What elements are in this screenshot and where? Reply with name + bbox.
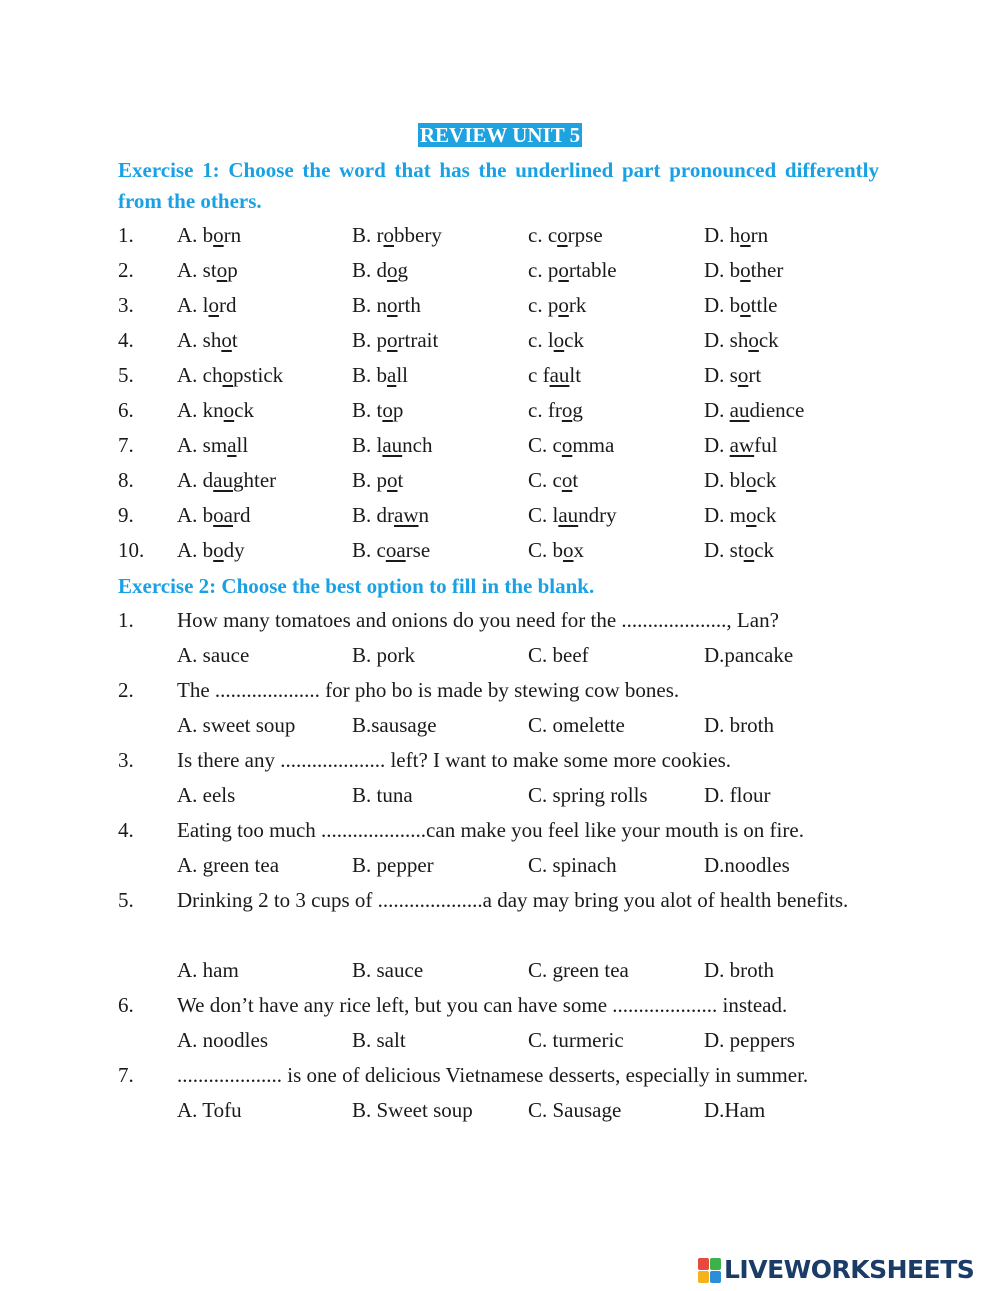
word-part: ck: [758, 328, 779, 352]
word-part: p: [227, 258, 238, 282]
word-part: D. s: [704, 363, 738, 387]
word-option: [528, 253, 617, 288]
word-part: rth: [397, 293, 421, 317]
answer-option: D. flour: [704, 783, 771, 807]
word-option: [352, 463, 403, 498]
word-part: pstick: [233, 363, 284, 387]
underlined-sound: a: [387, 363, 397, 387]
answer-option: C. green tea: [528, 958, 629, 982]
word-option: [177, 463, 276, 498]
underlined-sound: o: [743, 538, 755, 562]
word-part: A. ch: [177, 363, 223, 387]
word-option: [704, 253, 783, 288]
logo-text: LIVEWORKSHEETS: [724, 1255, 975, 1284]
question-number: 2.: [118, 678, 134, 702]
answer-options: [0, 638, 1000, 673]
pronunciation-item: [0, 393, 1000, 428]
answer-option: D.noodles: [704, 853, 790, 877]
underlined-sound: o: [561, 433, 573, 457]
word-part: D.: [704, 398, 730, 422]
underlined-sound: o: [222, 363, 233, 387]
word-option: [528, 393, 583, 428]
word-part: ndry: [578, 503, 617, 527]
word-part: c. c: [528, 223, 558, 247]
word-option: [528, 533, 584, 568]
word-part: A. b: [177, 538, 214, 562]
word-part: B. r: [352, 223, 384, 247]
word-part: ck: [564, 328, 584, 352]
word-part: t: [231, 328, 238, 352]
underlined-sound: au: [729, 398, 750, 422]
underlined-sound: o: [740, 223, 751, 247]
question-number: 3.: [118, 748, 134, 772]
page-title: [0, 122, 1000, 148]
word-option: [177, 393, 254, 428]
question-item: [0, 603, 1000, 638]
word-part: B. n: [352, 293, 388, 317]
word-part: p: [392, 398, 404, 422]
liveworksheets-logo: [698, 1255, 974, 1285]
word-option: [352, 288, 421, 323]
word-option: [352, 253, 408, 288]
word-option: [352, 358, 408, 393]
word-part: D. h: [704, 223, 741, 247]
item-number: 4.: [118, 328, 134, 352]
answer-option: D.pancake: [704, 643, 794, 667]
word-part: A. st: [177, 258, 217, 282]
underlined-sound: o: [737, 363, 749, 387]
question-number: 7.: [118, 1063, 134, 1087]
question-text: The .................... for pho bo is made by stewing cow bones.: [177, 678, 680, 702]
word-part: ll: [236, 433, 249, 457]
word-option: [704, 428, 778, 463]
word-part: D. sh: [704, 328, 749, 352]
answer-option: A. green tea: [177, 853, 280, 877]
underlined-sound: oa: [385, 538, 406, 562]
word-part: rd: [233, 503, 251, 527]
underlined-sound: o: [746, 468, 757, 492]
word-option: [177, 288, 237, 323]
word-option: [177, 428, 248, 463]
answer-option: B. sauce: [352, 958, 424, 982]
underlined-sound: o: [748, 328, 759, 352]
pronunciation-item: [0, 463, 1000, 498]
pronunciation-item: [0, 253, 1000, 288]
underlined-sound: oa: [213, 503, 233, 527]
question-text: Is there any .................... left? I want to make some more cookies.: [177, 748, 732, 772]
answer-option: B.sausage: [352, 713, 437, 737]
word-part: B. c: [352, 538, 386, 562]
logo-square-blue: [710, 1271, 721, 1283]
word-part: A. kn: [177, 398, 224, 422]
word-part: D. m: [704, 503, 746, 527]
answer-option: A. Tofu: [177, 1098, 242, 1122]
logo-square-green: [710, 1258, 721, 1270]
word-option: [352, 428, 433, 463]
word-part: c. p: [528, 293, 559, 317]
word-part: D. bl: [704, 468, 746, 492]
word-part: rpse: [567, 223, 603, 247]
answer-option: B. pepper: [352, 853, 434, 877]
word-option: [704, 463, 776, 498]
answer-options: [0, 1093, 1000, 1128]
word-part: bbery: [394, 223, 442, 247]
underlined-sound: o: [383, 223, 394, 247]
word-part: rse: [405, 538, 431, 562]
word-part: rtable: [568, 258, 617, 282]
answer-option: C. spinach: [528, 853, 617, 877]
word-part: ful: [754, 433, 778, 457]
question-item: [0, 1058, 1000, 1093]
word-part: ck: [234, 398, 254, 422]
item-number: 7.: [118, 433, 134, 457]
word-part: A. b: [177, 503, 214, 527]
underlined-sound: o: [387, 293, 398, 317]
word-part: B. p: [352, 328, 388, 352]
word-option: [528, 498, 617, 533]
answer-options: [0, 953, 1000, 988]
question-text: How many tomatoes and onions do you need for the ...................., Lan?: [177, 608, 779, 632]
question-text: Eating too much ....................can make you feel like your mouth is on fire.: [177, 818, 804, 842]
word-option: [352, 498, 429, 533]
word-option: [528, 463, 578, 498]
word-part: B. t: [352, 398, 383, 422]
item-number: 10.: [118, 538, 145, 562]
word-part: D.: [704, 433, 730, 457]
word-option: [528, 428, 614, 463]
answer-option: D. broth: [704, 713, 774, 737]
word-part: A. sm: [177, 433, 228, 457]
pronunciation-item: [0, 288, 1000, 323]
word-option: [704, 358, 761, 393]
word-part: ll: [396, 363, 409, 387]
word-part: C. c: [528, 433, 562, 457]
underlined-sound: a: [227, 433, 237, 457]
underlined-sound: o: [223, 398, 235, 422]
answer-option: B. salt: [352, 1028, 406, 1052]
word-part: c f: [528, 363, 550, 387]
underlined-sound: o: [387, 328, 398, 352]
underlined-sound: o: [561, 468, 573, 492]
word-option: [704, 393, 804, 428]
pronunciation-item: [0, 218, 1000, 253]
word-part: t: [397, 468, 404, 492]
word-option: [352, 393, 403, 428]
pronunciation-item: [0, 498, 1000, 533]
word-part: ck: [756, 468, 777, 492]
word-option: [352, 533, 430, 568]
word-part: rd: [219, 293, 237, 317]
underlined-sound: o: [557, 223, 568, 247]
question-number: 1.: [118, 608, 134, 632]
word-option: [177, 218, 241, 253]
answer-options: [0, 708, 1000, 743]
word-part: ghter: [233, 468, 277, 492]
question-text: We don’t have any rice left, but you can have some .................... instead.: [177, 993, 788, 1017]
question-number: 4.: [118, 818, 134, 842]
word-option: [352, 323, 438, 358]
question-text: Drinking 2 to 3 cups of ....................a day may bring you alot of health benefits.: [177, 888, 849, 912]
answer-option: B. pork: [352, 643, 415, 667]
exercise1-heading: Exercise 1: Choose the word that has the underlined part pronounced differently from the others.: [118, 158, 879, 213]
underlined-sound: aw: [729, 433, 755, 457]
underlined-sound: o: [387, 468, 398, 492]
answer-option: D.Ham: [704, 1098, 766, 1122]
underlined-sound: o: [216, 258, 228, 282]
answer-options: [0, 848, 1000, 883]
item-number: 2.: [118, 258, 134, 282]
logo-square-yellow: [698, 1271, 709, 1283]
question-item: [0, 673, 1000, 708]
answer-option: D. peppers: [704, 1028, 795, 1052]
word-part: D. st: [704, 538, 744, 562]
underlined-sound: o: [561, 398, 573, 422]
underlined-sound: o: [213, 223, 224, 247]
underlined-sound: o: [382, 398, 393, 422]
answer-option: B. Sweet soup: [352, 1098, 473, 1122]
underlined-sound: o: [387, 258, 398, 282]
word-option: [177, 358, 283, 393]
item-number: 5.: [118, 363, 134, 387]
word-part: B. l: [352, 433, 383, 457]
word-part: B. dr: [352, 503, 394, 527]
word-part: D. b: [704, 293, 741, 317]
underlined-sound: o: [208, 293, 219, 317]
word-option: [704, 498, 776, 533]
answer-option: C. omelette: [528, 713, 625, 737]
word-part: ttle: [750, 293, 778, 317]
question-item: [0, 988, 1000, 1023]
word-part: c. fr: [528, 398, 562, 422]
word-option: [528, 288, 586, 323]
word-part: lt: [569, 363, 582, 387]
underlined-sound: o: [740, 293, 751, 317]
answer-option: A. sauce: [177, 643, 250, 667]
word-part: dy: [223, 538, 245, 562]
answer-option: C. Sausage: [528, 1098, 622, 1122]
word-part: ck: [756, 503, 777, 527]
word-part: rtrait: [397, 328, 439, 352]
underlined-sound: au: [549, 363, 570, 387]
item-number: 6.: [118, 398, 134, 422]
word-part: rt: [748, 363, 762, 387]
underlined-sound: o: [740, 258, 751, 282]
answer-option: B. tuna: [352, 783, 413, 807]
word-option: [177, 498, 251, 533]
pronunciation-item: [0, 358, 1000, 393]
answer-option: C. spring rolls: [528, 783, 648, 807]
word-part: n: [418, 503, 429, 527]
answer-options: [0, 778, 1000, 813]
underlined-sound: o: [221, 328, 232, 352]
word-part: B. d: [352, 258, 388, 282]
underlined-sound: au: [382, 433, 403, 457]
pronunciation-item: [0, 428, 1000, 463]
word-part: c. l: [528, 328, 554, 352]
word-option: [704, 323, 779, 358]
word-option: [177, 323, 238, 358]
question-text: .................... is one of delicious Vietnamese desserts, especially in summer.: [177, 1063, 809, 1087]
item-number: 1.: [118, 223, 134, 247]
logo-square-red: [698, 1258, 709, 1270]
pronunciation-item: [0, 323, 1000, 358]
underlined-sound: o: [553, 328, 565, 352]
answer-option: A. sweet soup: [177, 713, 296, 737]
word-part: B. b: [352, 363, 388, 387]
question-number: 5.: [118, 888, 134, 912]
word-part: B. p: [352, 468, 388, 492]
word-part: mma: [572, 433, 615, 457]
underlined-sound: au: [213, 468, 233, 492]
answer-option: C. beef: [528, 643, 589, 667]
word-part: g: [572, 398, 583, 422]
question-item: [0, 883, 1000, 953]
exercise2-heading: Exercise 2: Choose the best option to fill in the blank.: [118, 574, 595, 598]
word-option: [528, 218, 603, 253]
word-part: nch: [402, 433, 433, 457]
answer-option: C. turmeric: [528, 1028, 624, 1052]
question-item: [0, 743, 1000, 778]
question-number: 6.: [118, 993, 134, 1017]
answer-option: D. broth: [704, 958, 774, 982]
word-part: x: [573, 538, 585, 562]
word-part: t: [572, 468, 579, 492]
word-option: [704, 218, 768, 253]
item-number: 8.: [118, 468, 134, 492]
word-part: C. b: [528, 538, 564, 562]
underlined-sound: o: [213, 538, 224, 562]
liveworksheets-icon: [698, 1258, 721, 1283]
item-number: 9.: [118, 503, 134, 527]
underlined-sound: aw: [394, 503, 419, 527]
word-part: A. sh: [177, 328, 222, 352]
word-option: [177, 533, 245, 568]
word-option: [528, 323, 584, 358]
page-title-text: REVIEW UNIT 5: [419, 123, 581, 147]
word-part: rk: [568, 293, 587, 317]
item-number: 3.: [118, 293, 134, 317]
answer-option: A. eels: [177, 783, 236, 807]
word-part: D. b: [704, 258, 741, 282]
pronunciation-item: [0, 533, 1000, 568]
answer-option: A. noodles: [177, 1028, 268, 1052]
answer-options: [0, 1023, 1000, 1058]
underlined-sound: o: [558, 293, 569, 317]
word-part: A. l: [177, 293, 209, 317]
underlined-sound: o: [746, 503, 757, 527]
word-option: [704, 533, 774, 568]
word-option: [528, 358, 581, 393]
word-part: ther: [750, 258, 784, 282]
word-option: [704, 288, 778, 323]
word-part: rn: [750, 223, 769, 247]
underlined-sound: o: [558, 258, 569, 282]
word-part: C. l: [528, 503, 559, 527]
word-part: A. b: [177, 223, 214, 247]
word-part: dience: [749, 398, 805, 422]
word-part: ck: [754, 538, 775, 562]
question-item: [0, 813, 1000, 848]
underlined-sound: o: [563, 538, 574, 562]
word-part: C. c: [528, 468, 562, 492]
underlined-sound: au: [558, 503, 579, 527]
word-part: rn: [223, 223, 242, 247]
word-part: A. d: [177, 468, 214, 492]
word-part: c. p: [528, 258, 559, 282]
word-option: [177, 253, 238, 288]
answer-option: A. ham: [177, 958, 239, 982]
word-option: [352, 218, 442, 253]
word-part: g: [397, 258, 409, 282]
